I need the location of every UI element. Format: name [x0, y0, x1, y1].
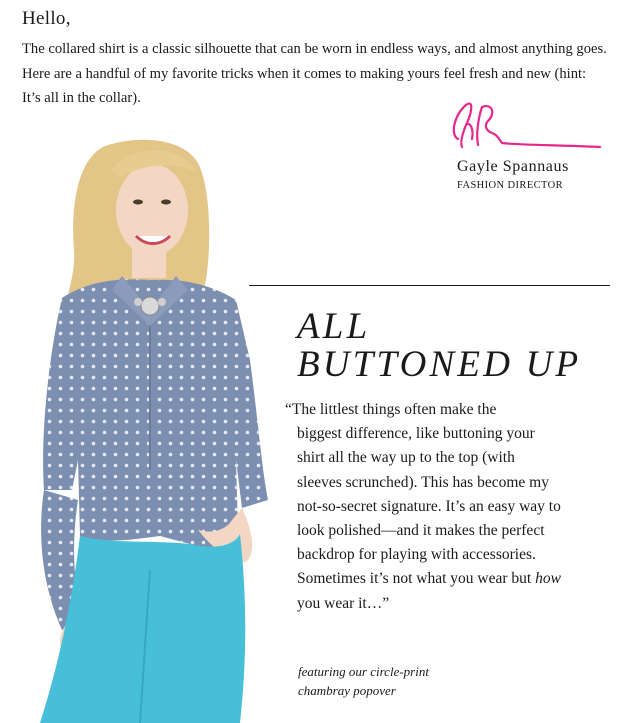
quote-emphasis: how: [535, 570, 561, 588]
headline-line: BUTTONED UP: [297, 344, 582, 385]
signer-name: Gayle Spannaus: [457, 158, 569, 175]
greeting: Hello,: [22, 8, 71, 29]
caption-line: featuring our circle-print: [298, 664, 429, 679]
intro-text: The collared shirt is a classic silhouette that can be worn in endless ways, and almost anything goes. Here are a handful of my favorite tricks when it comes to making yours feel fresh and new (hint: It’s all in the collar).: [22, 41, 607, 106]
quote-line: [285, 567, 625, 591]
signature: [448, 95, 606, 157]
signer-title: FASHION DIRECTOR: [457, 180, 564, 191]
quote-line: biggest difference, like buttoning your: [297, 425, 535, 443]
headline-line: ALL: [297, 306, 371, 347]
quote-line: look polished—and it makes the perfect: [297, 522, 545, 540]
quote-line: sleeves scrunched). This has become my: [297, 473, 549, 491]
quote-line: backdrop for playing with accessories.: [297, 546, 536, 564]
quote-line: not-so-secret signature. It’s an easy way to: [297, 497, 561, 515]
caption-line: chambray popover: [298, 683, 396, 698]
feature-quote: [285, 398, 625, 616]
quote-line: you wear it…”: [297, 594, 390, 612]
section-divider: [249, 285, 610, 286]
quote-line-text: Sometimes it’s not what you wear but: [297, 570, 536, 588]
quote-line: “The littlest things often make the: [285, 401, 497, 418]
model-photo: [0, 130, 290, 723]
quote-line: shirt all the way up to the top (with: [297, 449, 515, 467]
product-caption: [298, 662, 429, 700]
feature-headline: [297, 308, 581, 384]
